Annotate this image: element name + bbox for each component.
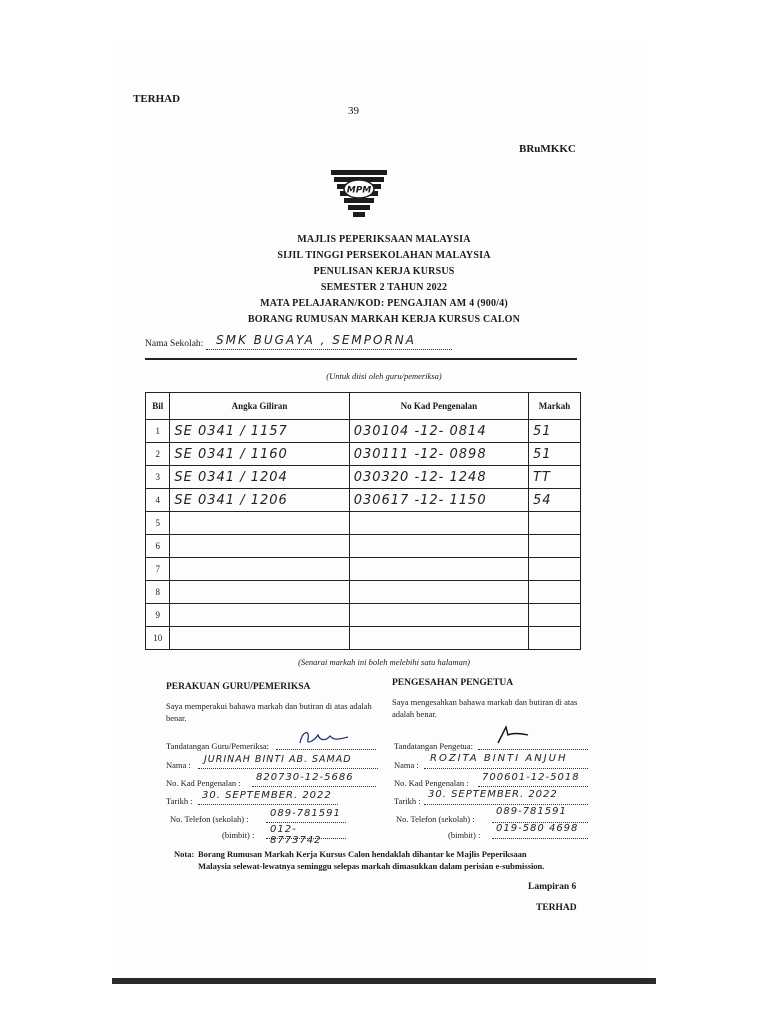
table-row: [146, 535, 581, 558]
cell-ic: 030104 -12- 0814: [349, 420, 528, 443]
principal-name-label: Nama :: [394, 760, 419, 770]
principal-name-value: ROZITA BINTI ANJUH: [430, 753, 568, 764]
cell-bil: 7: [146, 558, 170, 581]
principal-ic-label: No. Kad Pengenalan :: [394, 778, 469, 788]
page-shadow-edge: [112, 978, 656, 984]
school-label: Nama Sekolah:: [145, 339, 204, 349]
cell-angka: [170, 512, 349, 535]
cell-bil: 3: [146, 466, 170, 489]
principal-phone-value: 089-781591: [496, 806, 567, 817]
cell-ic: [349, 512, 528, 535]
principal-phone-field: [492, 806, 588, 823]
cell-markah: 51: [528, 443, 580, 466]
title-line-5: MATA PELAJARAN/KOD: PENGAJIAN AM 4 (900/4): [260, 298, 508, 309]
teacher-phone-label: No. Telefon (sekolah) :: [170, 814, 249, 824]
principal-date-field: [424, 789, 588, 805]
teacher-mobile-value: 012-8773742: [270, 824, 322, 846]
logo-text: MPM: [346, 185, 372, 196]
mpm-logo-icon: [327, 168, 391, 220]
title-line-2: SIJIL TINGGI PERSEKOLAHAN MALAYSIA: [277, 250, 491, 261]
title-line-1: MAJLIS PEPERIKSAAN MALAYSIA: [297, 234, 471, 245]
cell-markah: 54: [528, 489, 580, 512]
cell-angka: [170, 627, 349, 650]
appendix-label: Lampiran 6: [528, 882, 577, 892]
principal-mobile-value: 019-580 4698: [496, 823, 579, 834]
cell-bil: 1: [146, 420, 170, 443]
table-row: [146, 443, 581, 466]
cell-angka: [170, 535, 349, 558]
cell-angka: [170, 558, 349, 581]
principal-heading: PENGESAHAN PENGETUA: [392, 678, 514, 688]
footnote-line-2: Malaysia selewat-lewatnya seminggu selepas markah dimasukkan dalam perisian e-submission.: [198, 861, 545, 871]
teacher-signature-icon: [296, 727, 352, 749]
cell-markah: [528, 627, 580, 650]
cell-bil: 4: [146, 489, 170, 512]
school-value: SMK BUGAYA , SEMPORNA: [216, 333, 416, 347]
cell-ic: 030320 -12- 1248: [349, 466, 528, 489]
title-line-6: BORANG RUMUSAN MARKAH KERJA KURSUS CALON: [247, 314, 521, 325]
teacher-signature-line: [276, 737, 376, 750]
classification-top: TERHAD: [133, 93, 181, 105]
teacher-phone-field: [266, 810, 346, 823]
table-row: [146, 512, 581, 535]
cell-bil: 8: [146, 581, 170, 604]
cell-ic: [349, 581, 528, 604]
cell-markah: [528, 512, 580, 535]
teacher-signature-label: Tandatangan Guru/Pemeriksa:: [166, 741, 270, 751]
teacher-date-value: 30. SEPTEMBER. 2022: [202, 790, 332, 801]
title-line-4: SEMESTER 2 TAHUN 2022: [320, 282, 448, 293]
teacher-mobile-label: (bimbit) :: [222, 830, 255, 840]
cell-markah: [528, 581, 580, 604]
cell-bil: 10: [146, 627, 170, 650]
principal-date-value: 30. SEPTEMBER. 2022: [428, 789, 558, 800]
col-header-bil: Bil: [146, 393, 170, 420]
table-row: [146, 558, 581, 581]
cell-angka: [170, 604, 349, 627]
col-header-ic: No Kad Pengenalan: [349, 393, 528, 420]
principal-mobile-label: (bimbit) :: [448, 830, 481, 840]
col-header-markah: Markah: [528, 393, 580, 420]
title-line-3: PENULISAN KERJA KURSUS: [313, 266, 455, 277]
table-row: [146, 627, 581, 650]
teacher-ic-label: No. Kad Pengenalan :: [166, 778, 241, 788]
divider-line: [145, 358, 577, 360]
cell-angka: SE 0341 / 1160: [170, 443, 349, 466]
principal-ic-value: 700601-12-5018: [482, 772, 580, 783]
principal-mobile-field: [492, 823, 588, 839]
teacher-name-value: JURINAH BINTI AB. SAMAD: [204, 754, 352, 765]
cell-ic: [349, 535, 528, 558]
teacher-date-label: Tarikh :: [166, 796, 193, 806]
footnote-line-1: Borang Rumusan Markah Kerja Kursus Calon hendaklah dihantar ke Majlis Peperiksaan: [198, 849, 527, 859]
table-row: [146, 466, 581, 489]
principal-signature-icon: [492, 723, 532, 747]
cell-ic: [349, 627, 528, 650]
form-code: BRuMKKC: [519, 143, 576, 155]
cell-bil: 9: [146, 604, 170, 627]
table-note-top: (Untuk diisi oleh guru/pemeriksa): [326, 371, 442, 381]
marks-table: [145, 392, 581, 650]
cell-ic: 030617 -12- 1150: [349, 489, 528, 512]
teacher-date-field: [198, 792, 338, 805]
teacher-heading: PERAKUAN GURU/PEMERIKSA: [166, 682, 311, 692]
cell-bil: 6: [146, 535, 170, 558]
footnote-label: Nota:: [174, 849, 195, 859]
cell-bil: 2: [146, 443, 170, 466]
teacher-name-field: [198, 756, 378, 769]
table-row: [146, 604, 581, 627]
table-header-row: [146, 393, 581, 420]
cell-markah: [528, 535, 580, 558]
teacher-mobile-field: [266, 824, 346, 846]
table-row: [146, 420, 581, 443]
cell-ic: [349, 558, 528, 581]
cell-ic: 030111 -12- 0898: [349, 443, 528, 466]
principal-phone-label: No. Telefon (sekolah) :: [396, 814, 475, 824]
principal-date-label: Tarikh :: [394, 796, 421, 806]
principal-ic-field: [478, 774, 588, 787]
principal-statement: Saya mengesahkan bahawa markah dan butiran di atas adalah benar.: [392, 697, 578, 719]
cell-markah: [528, 604, 580, 627]
principal-signature-line: [478, 737, 588, 750]
col-header-angka-giliran: Angka Giliran: [170, 393, 349, 420]
teacher-phone-value: 089-781591: [270, 808, 341, 819]
cell-markah: TT: [528, 466, 580, 489]
table-row: [146, 489, 581, 512]
cell-ic: [349, 604, 528, 627]
cell-bil: 5: [146, 512, 170, 535]
teacher-name-label: Nama :: [166, 760, 191, 770]
table-row: [146, 581, 581, 604]
school-field: [206, 333, 452, 350]
teacher-ic-field: [252, 774, 376, 787]
teacher-ic-value: 820730-12-5686: [256, 772, 354, 783]
page-number: 39: [348, 105, 359, 117]
principal-name-field: [424, 753, 588, 769]
cell-markah: 51: [528, 420, 580, 443]
cell-angka: SE 0341 / 1157: [170, 420, 349, 443]
teacher-statement: Saya memperakui bahawa markah dan butiran di atas adalah benar.: [166, 701, 372, 723]
cell-angka: [170, 581, 349, 604]
table-note-bottom: (Senarai markah ini boleh melebihi satu halaman): [298, 657, 470, 667]
cell-markah: [528, 558, 580, 581]
principal-signature-label: Tandatangan Pengetua:: [394, 741, 473, 751]
cell-angka: SE 0341 / 1204: [170, 466, 349, 489]
classification-bottom: TERHAD: [536, 903, 577, 913]
cell-angka: SE 0341 / 1206: [170, 489, 349, 512]
